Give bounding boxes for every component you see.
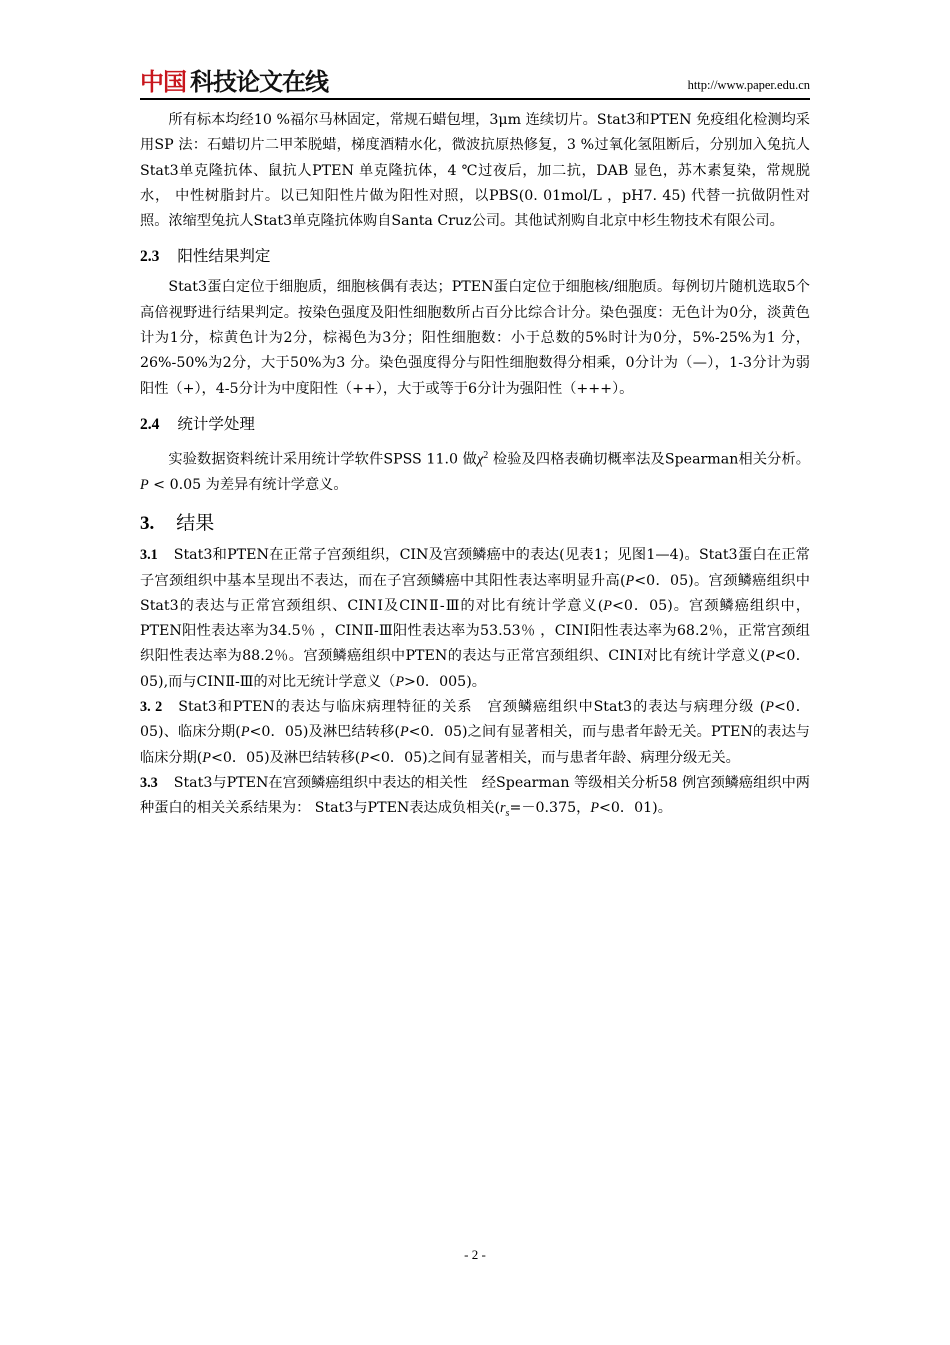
section-number: 2.3	[140, 248, 160, 266]
section-title: 阳性结果判定	[177, 247, 271, 266]
result-3-1-paragraph	[140, 543, 810, 695]
subsection-number: 3.1	[140, 547, 158, 564]
p-symbol: P	[240, 724, 250, 741]
header-url[interactable]: http://www.paper.edu.cn	[687, 78, 810, 92]
text-run: <0．05),而与CINⅡ-Ⅲ的对比无统计学意义（	[140, 648, 810, 690]
result-3-2-paragraph	[140, 695, 810, 771]
section-number: 3.	[140, 513, 155, 535]
text-run: <0．05)及淋巴结转移(	[210, 749, 361, 766]
statistics-paragraph	[140, 443, 810, 498]
p-symbol: P	[603, 597, 612, 614]
section-title: 结果	[176, 512, 215, 535]
text-run: Stat3与PTEN在宫颈鳞癌组织中表达的相关性 经Spearman 等级相关分析58 例宫颈鳞癌组织中两种蛋白的相关关系结果为： Stat3与PTEN表达成负相关(	[140, 774, 810, 817]
section-3-heading	[140, 508, 810, 539]
text-run: 实验数据资料统计采用统计学软件SPSS 11.0 做	[168, 451, 478, 468]
header-rule	[140, 98, 810, 100]
text-run: Stat3和PTEN的表达与临床病理特征的关系 宫颈鳞癌组织中Stat3的表达与病理分级 (	[178, 699, 766, 716]
svg-text:中国: 中国	[140, 68, 186, 96]
r-symbol: r	[500, 800, 506, 817]
result-3-3-paragraph	[140, 771, 810, 826]
subsection-number: 3. 2	[140, 699, 163, 716]
section-number: 2.4	[140, 415, 160, 433]
section-2-3-heading	[140, 244, 810, 269]
text-run: <0．05)及淋巴结转移(	[249, 724, 400, 741]
p-symbol: P	[399, 724, 409, 741]
p-symbol: P	[590, 800, 599, 817]
p-symbol: P	[140, 477, 149, 493]
svg-text:科技论文在线: 科技论文在线	[190, 68, 328, 96]
chi-exponent: 2	[483, 449, 489, 461]
criteria-paragraph: Stat3蛋白定位于细胞质，细胞核偶有表达；PTEN蛋白定位于细胞核/细胞质。每例切片随机选取5个高倍视野进行结果判定。按染色强度及阳性细胞数所占百分比综合计分。染色强度：无色计为0分，淡黄色计为1分，棕黄色计为2分，棕褐色为3分；阳性细胞数：小于总数的5%时计为0分，5%-25%为1 分，26%-50%为2分，大于50%为3 分。染色强度得分与阳性细胞数得分相乘，0分计为（—），1-3分计为弱阳性（+），4-5分计为中度阳性（++），大于或等于6分计为强阳性（+++）。	[140, 279, 810, 397]
text-run: <0．01)。	[599, 800, 672, 817]
site-logo	[140, 66, 355, 96]
text-run: <0．05)之间有显著相关，而与患者年龄无关。PTEN的表达与临床分期(	[140, 724, 810, 766]
p-symbol: P	[765, 699, 774, 716]
text-run: Stat3和PTEN在正常子宫颈组织，CIN及宫颈鳞癌中的表达(见表1；见图1—4)。Stat3蛋白在正常子宫颈组织中基本呈现出不表达，而在子宫颈鳞癌中其阳性表达率明显升高(	[140, 547, 810, 589]
text-run: =－0.375，	[509, 800, 591, 817]
methods-paragraph: 所有标本均经10 %福尔马林固定，常规石蜡包埋，3μm 连续切片。Stat3和PTEN 免疫组化检测均采用SP 法：石蜡切片二甲苯脱蜡，梯度酒精水化，微波抗原热修复，3 %过氧化氢阻断后，分别加入兔抗人Stat3单克隆抗体、鼠抗人PTEN 单克隆抗体，4 ℃过夜后，加二抗，DAB 显色，苏木素复染，常规脱水， 中性树脂封片。以已知阳性片做为阳性对照，以PBS(0. 01mol/L ，pH7. 45) 代替一抗做阴性对照。浓缩型兔抗人Stat3单克隆抗体购自Santa Cruz公司。其他试剂购自北京中杉生物技术有限公司。	[140, 112, 810, 230]
article-body	[140, 108, 810, 826]
p-symbol: P	[395, 673, 405, 690]
page-header	[140, 60, 810, 100]
text-run: <0．05)。宫颈鳞癌组织中Stat3的表达与正常宫颈组织、CINⅠ及CINⅡ-Ⅲ的对比有统计学意义(	[140, 572, 810, 614]
r-subscript: s	[505, 808, 510, 820]
p-symbol: P	[765, 648, 775, 665]
text-run: <0．05)。宫颈鳞癌组织中，PTEN阳性表达率为34.5％ ，CINⅡ-Ⅲ阳性表达率为53.53％ ，CINⅠ阳性表达率为68.2％，正常宫颈组织阳性表达率为88.2％。宫颈鳞癌组织中PTEN的表达与正常宫颈组织、CINⅠ对比有统计学意义(	[140, 597, 810, 665]
p-symbol: P	[360, 749, 369, 766]
text-run: <0．05)之间有显著相关，而与患者年龄、病理分级无关。	[369, 749, 740, 766]
p-symbol: P	[625, 572, 635, 589]
p-symbol: P	[202, 749, 211, 766]
text-run: 检验及四格表确切概率法及Spearman相关分析。	[488, 451, 810, 468]
text-run: <0．05)、临床分期(	[140, 699, 810, 741]
text-run: < 0.05 为差异有统计学意义。	[148, 477, 348, 493]
page-number: - 2 -	[464, 1247, 486, 1262]
subsection-number: 3.3	[140, 774, 158, 791]
chi-symbol: χ	[477, 451, 484, 468]
text-run: >0．005)。	[404, 673, 486, 690]
section-title: 统计学处理	[177, 414, 255, 433]
section-2-4-heading	[140, 412, 810, 437]
